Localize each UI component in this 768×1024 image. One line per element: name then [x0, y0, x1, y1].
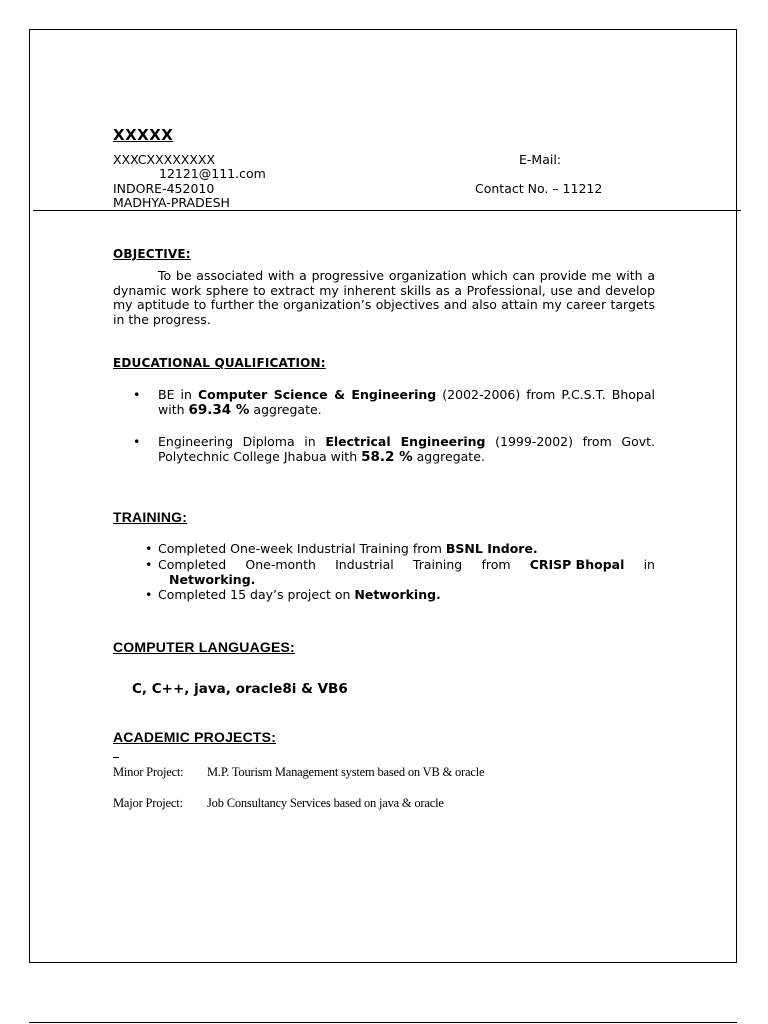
education-heading: EDUCATIONAL QUALIFICATION: [113, 356, 326, 370]
training-item-text: Completed One-week Industrial Training from BSNL Indore. [158, 541, 538, 556]
training-item [145, 541, 655, 556]
minor-project-label: Minor Project: [113, 765, 184, 779]
major-project-label: Major Project: [113, 796, 183, 810]
bullet-icon: • [133, 434, 141, 449]
education-item-text: Engineering Diploma in Electrical Engineering (1999-2002) from Govt. Polytechnic College Jhabua with 58.2 % aggregate. [158, 434, 656, 465]
next-page-edge [29, 1022, 737, 1023]
training-item-text: Completed 15 day’s project on Networking. [158, 587, 441, 602]
header-divider [33, 210, 741, 211]
bullet-icon: • [145, 587, 153, 602]
candidate-name: XXXXX [113, 126, 174, 144]
bullet-icon: • [133, 387, 141, 402]
bullet-icon: • [145, 557, 153, 572]
projects-heading: ACADEMIC PROJECTS: [113, 729, 277, 745]
email-label: E-Mail: [519, 152, 562, 167]
education-item [133, 387, 655, 418]
address-line-2: INDORE-452010 [113, 181, 215, 196]
training-item [145, 557, 655, 587]
education-item [133, 434, 655, 465]
address-line-1: XXXCXXXXXXXX [113, 152, 216, 167]
languages-heading: COMPUTER LANGUAGES: [113, 639, 295, 655]
training-item-text: Completed One-month Industrial Training from CRISP Bhopal in Networking. [158, 557, 655, 587]
major-project-value: Job Consultancy Services based on java & oracle [207, 796, 444, 810]
languages-list: C, C++, java, oracle8i & VB6 [132, 681, 348, 697]
page-frame [29, 29, 737, 963]
bullet-icon: • [145, 541, 153, 556]
training-heading: TRAINING: [113, 509, 188, 525]
training-item [145, 587, 655, 602]
projects-underline-mark [113, 757, 119, 758]
minor-project-value: M.P. Tourism Management system based on VB & oracle [207, 765, 485, 779]
objective-heading: OBJECTIVE: [113, 247, 191, 261]
education-item-text: BE in Computer Science & Engineering (2002-2006) from P.C.S.T. Bhopal with 69.34 % aggregate. [158, 387, 655, 418]
address-line-3: MADHYA-PRADESH [113, 195, 230, 210]
contact-number: Contact No. – 11212 [475, 181, 603, 196]
objective-text: To be associated with a progressive organization which can provide me with a dynamic work sphere to extract my inherent skills as a Professional, use and develop my aptitude to further the organization’s objectives and also attain my career targets in the progress. [113, 268, 655, 327]
email-value: 12121@111.com [159, 166, 266, 181]
